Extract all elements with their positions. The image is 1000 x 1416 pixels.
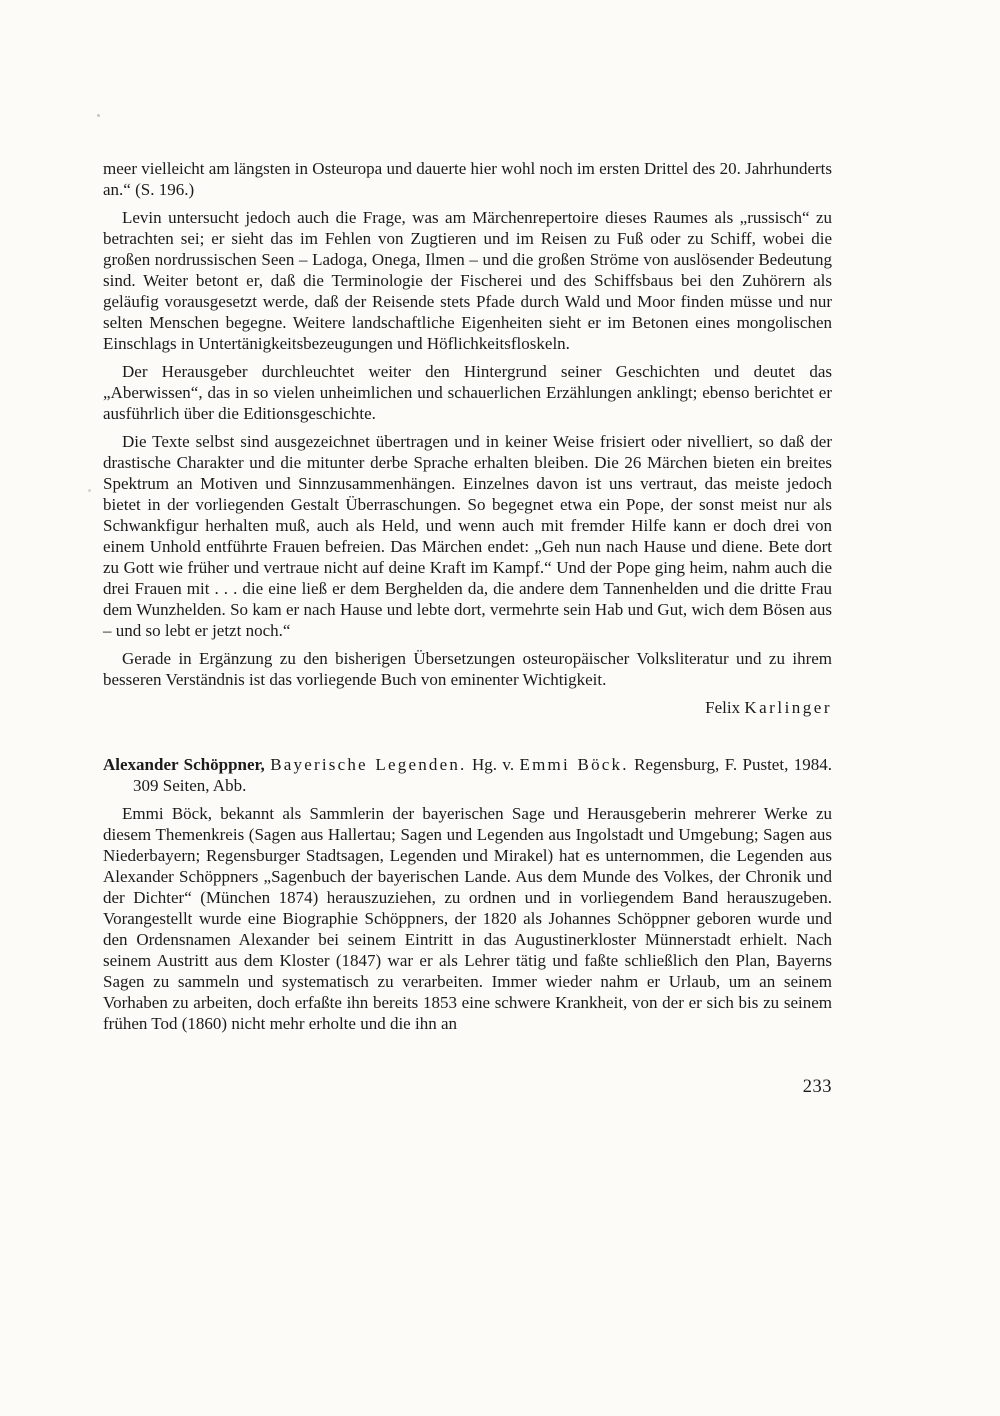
book-reference-heading bbox=[103, 754, 832, 796]
review-levin-maerchen bbox=[103, 158, 832, 718]
scan-speck bbox=[97, 114, 100, 117]
reviewer-last-name: Karlinger bbox=[744, 698, 832, 717]
book-title: Bayerische Legenden. bbox=[270, 755, 467, 774]
reviewer-first-name: Felix bbox=[705, 698, 741, 717]
paragraph-herausgeber: Der Herausgeber durchleuchtet weiter den Hintergrund seiner Geschichten und deutet das „Aberwissen“, das in so vielen unheimlichen und schauerlichen Erzählungen anklingt; ebenso berichtet er ausführlich über die Editionsgeschichte. bbox=[103, 362, 832, 423]
paragraph-fazit: Gerade in Ergänzung zu den bisherigen Übersetzungen osteuropäischer Volksliteratur und zu ihrem besseren Verständnis ist das vorliegende Buch von eminenter Wichtigkeit. bbox=[103, 649, 832, 689]
scan-speck bbox=[88, 489, 91, 492]
book-editor-connector: Hg. v. bbox=[471, 755, 515, 774]
paragraph-texte: Die Texte selbst sind ausgezeichnet übertragen und in keiner Weise frisiert oder nivelliert, so daß der drastische Charakter und die mitunter derbe Sprache erhalten bleiben. Die 26 Märchen bieten ein breites Spektrum an Motiven und Sinnzusammenhängen. Einzelnes davon ist uns vertraut, das meiste jedoch bietet in der vorliegenden Gestalt Überraschungen. So begegnet etwa ein Pope, der sonst meist nur als Schwankfigur herhalten muß, auch als Held, und wenn auch mit fremder Hilfe kann er doch drei von einem Unhold entführte Frauen befreien. Das Märchen endet: „Geh nun nach Hause und diene. Bete dort zu Gott wie früher und vertraue nicht auf deine Kraft im Kampf.“ Und der Pope ging heim, nahm auch die drei Frauen mit . . . die eine ließ er dem Berghelden da, die andere dem Tannenhelden und die dritte Frau dem Wunzhelden. So kam er nach Hause und lebte dort, vermehrte sein Hab und Gut, wich dem Bösen aus – und so lebt er jetzt noch.“ bbox=[103, 432, 832, 640]
reviewer-signature bbox=[103, 697, 832, 718]
book-author: Alexander Schöppner, bbox=[103, 755, 265, 774]
review-schoeppner-legenden bbox=[103, 754, 832, 1034]
paragraph-emmi-boeck: Emmi Böck, bekannt als Sammlerin der bayerischen Sage und Herausgeberin mehrerer Werke zu diesem Themenkreis (Sagen aus Hallertau; Sagen und Legenden aus Ingolstadt und Umgebung; Sagen aus Niederbayern; Regensburger Stadtsagen, Legenden und Mirakel) hat es unternommen, die Legenden aus Alexander Schöppners „Sagenbuch der bayerischen Lande. Aus dem Munde des Volkes, der Chronik und der Dichter“ (München 1874) herauszuziehen, zu ordnen und in vorliegendem Band herauszugeben. Vorangestellt wurde eine Biographie Schöppners, der 1820 als Johannes Schöppner geboren wurde und den Ordensnamen Alexander bei seinem Eintritt in das Augustinerkloster Münnerstadt erhielt. Nach seinem Austritt aus dem Kloster (1847) war er als Lehrer tätig und faßte schließlich den Plan, Bayerns Sagen zu sammeln und systematisch zu verarbeiten. Immer wieder nahm er Urlaub, um an seinem Vorhaben zu arbeiten, doch erfaßte ihn bereits 1853 eine schwere Krankheit, von der er sich bis zu seinem frühen Tod (1860) nicht mehr erholte und die ihn an bbox=[103, 804, 832, 1033]
book-imprint: Regensburg, F. Pustet, 1984. 309 Seiten, Abb. bbox=[133, 755, 833, 795]
paragraph-levin-frage: Levin untersucht jedoch auch die Frage, was am Märchenrepertoire dieses Raumes als „russisch“ zu betrachten sei; er sieht das im Fehlen von Zugtieren und im Reisen zu Fuß oder zu Schiff, wobei die großen nordrussischen Seen – Ladoga, Onega, Ilmen – und die großen Ströme von auslösender Bedeutung sind. Weiter betont er, daß die Terminologie der Fischerei und des Schiffsbaus bei den Zuhörern als geläufig vorausgesetzt werde, daß der Reisende stets Pfade durch Wald und Moor finden müsse und nur selten Menschen begegne. Weitere landschaftliche Eigenheiten sieht er im Betonen eines mongolischen Einschlags in Untertänigkeitsbezeugungen und Höflichkeitsfloskeln. bbox=[103, 208, 832, 353]
text-column bbox=[103, 158, 832, 1098]
paragraph-continuation: meer vielleicht am längsten in Osteuropa und dauerte hier wohl noch im ersten Drittel des 20. Jahrhunderts an.“ (S. 196.) bbox=[103, 159, 832, 199]
page-number: 233 bbox=[802, 1077, 832, 1097]
book-editor: Emmi Böck. bbox=[519, 755, 629, 774]
